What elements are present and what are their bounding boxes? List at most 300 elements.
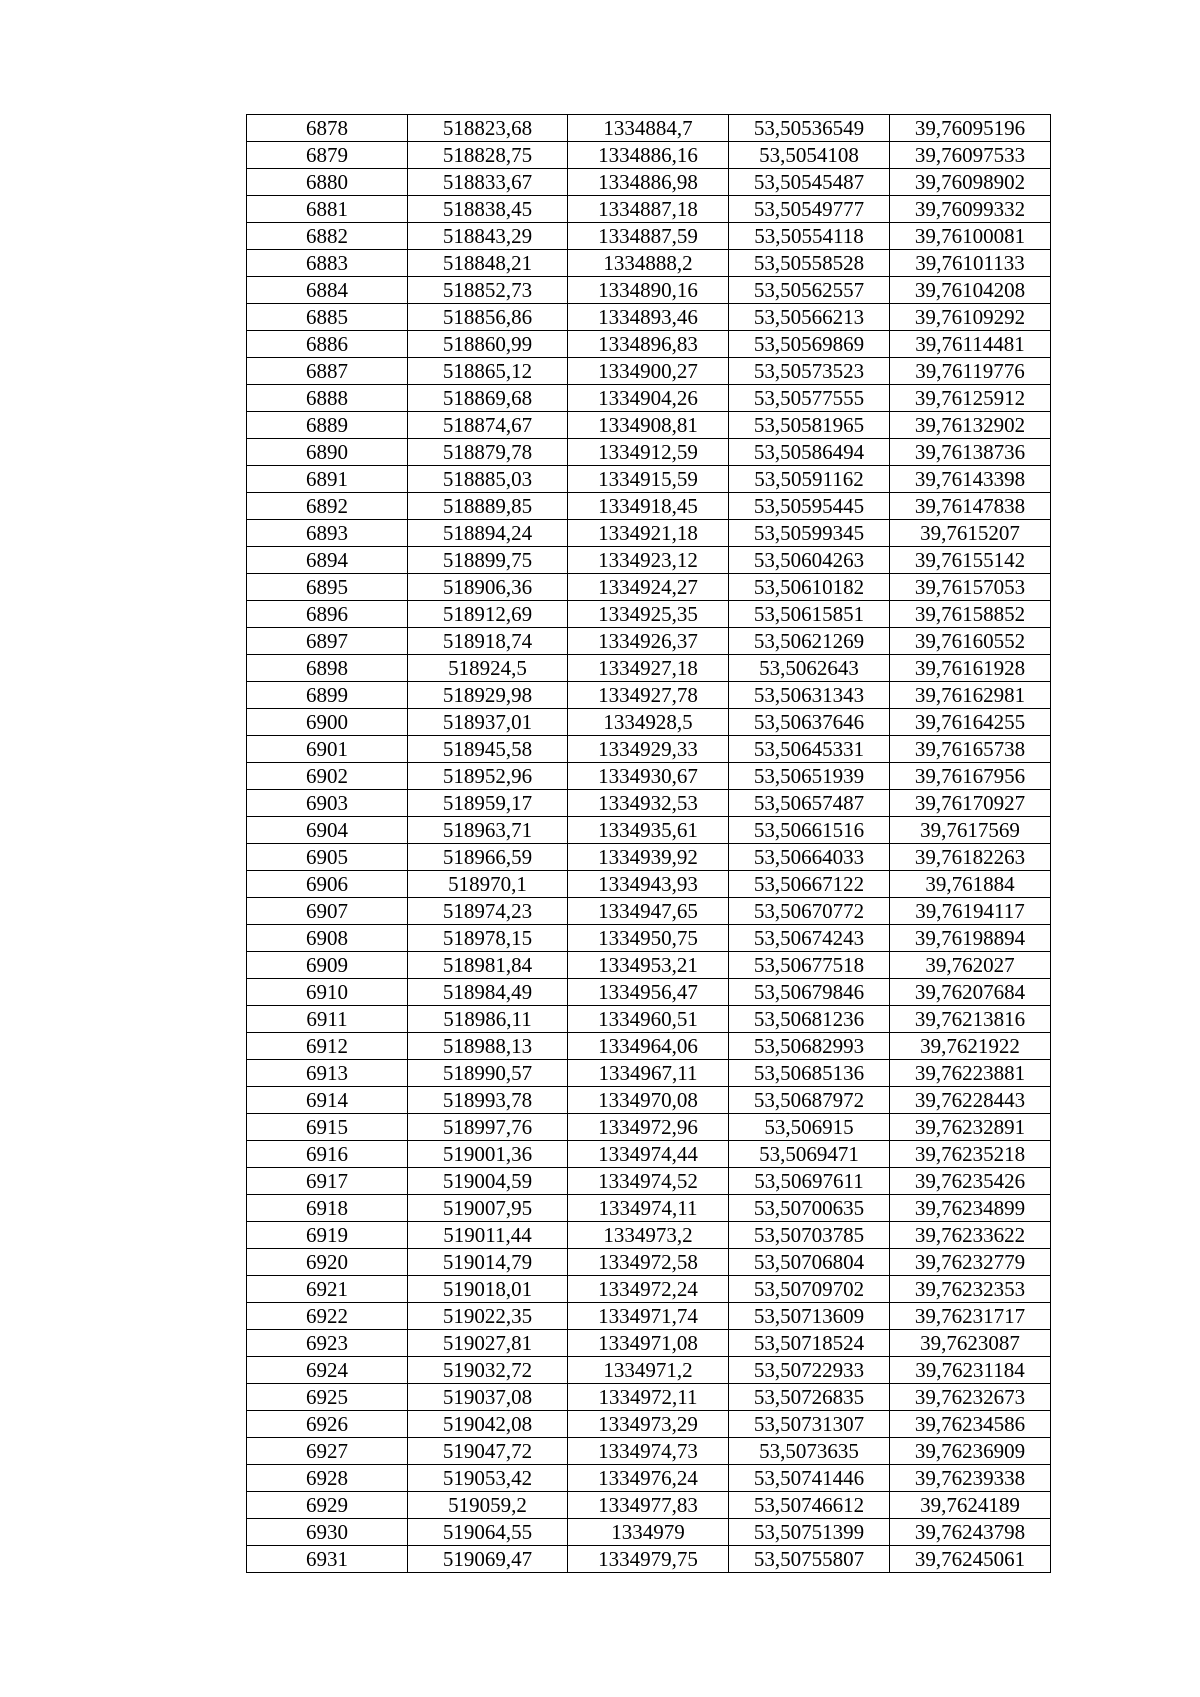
point-number-cell: 6887 xyxy=(247,358,408,385)
x-coordinate-cell: 518869,68 xyxy=(408,385,568,412)
latitude-cell: 53,50755807 xyxy=(729,1546,890,1573)
x-coordinate-cell: 518993,78 xyxy=(408,1087,568,1114)
y-coordinate-cell: 1334976,24 xyxy=(568,1465,729,1492)
point-number-cell: 6891 xyxy=(247,466,408,493)
point-number-cell: 6922 xyxy=(247,1303,408,1330)
latitude-cell: 53,50741446 xyxy=(729,1465,890,1492)
y-coordinate-cell: 1334918,45 xyxy=(568,493,729,520)
x-coordinate-cell: 518918,74 xyxy=(408,628,568,655)
x-coordinate-cell: 519069,47 xyxy=(408,1546,568,1573)
longitude-cell: 39,76143398 xyxy=(890,466,1051,493)
y-coordinate-cell: 1334947,65 xyxy=(568,898,729,925)
y-coordinate-cell: 1334900,27 xyxy=(568,358,729,385)
x-coordinate-cell: 519018,01 xyxy=(408,1276,568,1303)
x-coordinate-cell: 518963,71 xyxy=(408,817,568,844)
x-coordinate-cell: 519053,42 xyxy=(408,1465,568,1492)
y-coordinate-cell: 1334979 xyxy=(568,1519,729,1546)
x-coordinate-cell: 518988,13 xyxy=(408,1033,568,1060)
latitude-cell: 53,50621269 xyxy=(729,628,890,655)
table-row xyxy=(247,790,1051,817)
latitude-cell: 53,50731307 xyxy=(729,1411,890,1438)
longitude-cell: 39,76097533 xyxy=(890,142,1051,169)
table-row xyxy=(247,196,1051,223)
y-coordinate-cell: 1334890,16 xyxy=(568,277,729,304)
point-number-cell: 6906 xyxy=(247,871,408,898)
longitude-cell: 39,76182263 xyxy=(890,844,1051,871)
point-number-cell: 6902 xyxy=(247,763,408,790)
longitude-cell: 39,76125912 xyxy=(890,385,1051,412)
longitude-cell: 39,761884 xyxy=(890,871,1051,898)
point-number-cell: 6919 xyxy=(247,1222,408,1249)
y-coordinate-cell: 1334915,59 xyxy=(568,466,729,493)
latitude-cell: 53,50746612 xyxy=(729,1492,890,1519)
x-coordinate-cell: 518852,73 xyxy=(408,277,568,304)
table-row xyxy=(247,1195,1051,1222)
point-number-cell: 6890 xyxy=(247,439,408,466)
latitude-cell: 53,50573523 xyxy=(729,358,890,385)
longitude-cell: 39,7621922 xyxy=(890,1033,1051,1060)
table-row xyxy=(247,817,1051,844)
point-number-cell: 6889 xyxy=(247,412,408,439)
point-number-cell: 6904 xyxy=(247,817,408,844)
table-row xyxy=(247,412,1051,439)
latitude-cell: 53,50558528 xyxy=(729,250,890,277)
y-coordinate-cell: 1334893,46 xyxy=(568,304,729,331)
latitude-cell: 53,50679846 xyxy=(729,979,890,1006)
longitude-cell: 39,76235218 xyxy=(890,1141,1051,1168)
latitude-cell: 53,50604263 xyxy=(729,547,890,574)
point-number-cell: 6898 xyxy=(247,655,408,682)
point-number-cell: 6893 xyxy=(247,520,408,547)
longitude-cell: 39,76245061 xyxy=(890,1546,1051,1573)
latitude-cell: 53,50569869 xyxy=(729,331,890,358)
point-number-cell: 6895 xyxy=(247,574,408,601)
point-number-cell: 6921 xyxy=(247,1276,408,1303)
longitude-cell: 39,76147838 xyxy=(890,493,1051,520)
latitude-cell: 53,50591162 xyxy=(729,466,890,493)
point-number-cell: 6896 xyxy=(247,601,408,628)
x-coordinate-cell: 518937,01 xyxy=(408,709,568,736)
y-coordinate-cell: 1334974,11 xyxy=(568,1195,729,1222)
table-row xyxy=(247,493,1051,520)
y-coordinate-cell: 1334973,29 xyxy=(568,1411,729,1438)
point-number-cell: 6888 xyxy=(247,385,408,412)
latitude-cell: 53,50670772 xyxy=(729,898,890,925)
y-coordinate-cell: 1334974,52 xyxy=(568,1168,729,1195)
table-row xyxy=(247,1033,1051,1060)
x-coordinate-cell: 518885,03 xyxy=(408,466,568,493)
x-coordinate-cell: 518828,75 xyxy=(408,142,568,169)
latitude-cell: 53,50599345 xyxy=(729,520,890,547)
latitude-cell: 53,50566213 xyxy=(729,304,890,331)
y-coordinate-cell: 1334950,75 xyxy=(568,925,729,952)
point-number-cell: 6885 xyxy=(247,304,408,331)
longitude-cell: 39,76232891 xyxy=(890,1114,1051,1141)
x-coordinate-cell: 518974,23 xyxy=(408,898,568,925)
longitude-cell: 39,76161928 xyxy=(890,655,1051,682)
y-coordinate-cell: 1334925,35 xyxy=(568,601,729,628)
latitude-cell: 53,50577555 xyxy=(729,385,890,412)
latitude-cell: 53,50645331 xyxy=(729,736,890,763)
y-coordinate-cell: 1334956,47 xyxy=(568,979,729,1006)
x-coordinate-cell: 518848,21 xyxy=(408,250,568,277)
y-coordinate-cell: 1334977,83 xyxy=(568,1492,729,1519)
latitude-cell: 53,50637646 xyxy=(729,709,890,736)
point-number-cell: 6913 xyxy=(247,1060,408,1087)
y-coordinate-cell: 1334927,78 xyxy=(568,682,729,709)
table-row xyxy=(247,1384,1051,1411)
table-row xyxy=(247,304,1051,331)
latitude-cell: 53,5073635 xyxy=(729,1438,890,1465)
point-number-cell: 6929 xyxy=(247,1492,408,1519)
longitude-cell: 39,76095196 xyxy=(890,115,1051,142)
table-row xyxy=(247,844,1051,871)
point-number-cell: 6924 xyxy=(247,1357,408,1384)
point-number-cell: 6878 xyxy=(247,115,408,142)
longitude-cell: 39,76232673 xyxy=(890,1384,1051,1411)
table-row xyxy=(247,223,1051,250)
table-row xyxy=(247,169,1051,196)
point-number-cell: 6927 xyxy=(247,1438,408,1465)
latitude-cell: 53,50709702 xyxy=(729,1276,890,1303)
x-coordinate-cell: 519011,44 xyxy=(408,1222,568,1249)
latitude-cell: 53,50651939 xyxy=(729,763,890,790)
x-coordinate-cell: 518899,75 xyxy=(408,547,568,574)
y-coordinate-cell: 1334929,33 xyxy=(568,736,729,763)
latitude-cell: 53,50631343 xyxy=(729,682,890,709)
x-coordinate-cell: 518945,58 xyxy=(408,736,568,763)
table-row xyxy=(247,1465,1051,1492)
table-row xyxy=(247,1006,1051,1033)
latitude-cell: 53,50685136 xyxy=(729,1060,890,1087)
longitude-cell: 39,76167956 xyxy=(890,763,1051,790)
latitude-cell: 53,50718524 xyxy=(729,1330,890,1357)
x-coordinate-cell: 518986,11 xyxy=(408,1006,568,1033)
x-coordinate-cell: 518865,12 xyxy=(408,358,568,385)
longitude-cell: 39,76132902 xyxy=(890,412,1051,439)
table-row xyxy=(247,628,1051,655)
x-coordinate-cell: 519047,72 xyxy=(408,1438,568,1465)
longitude-cell: 39,76099332 xyxy=(890,196,1051,223)
x-coordinate-cell: 519004,59 xyxy=(408,1168,568,1195)
y-coordinate-cell: 1334926,37 xyxy=(568,628,729,655)
table-row xyxy=(247,466,1051,493)
longitude-cell: 39,76231717 xyxy=(890,1303,1051,1330)
x-coordinate-cell: 518856,86 xyxy=(408,304,568,331)
y-coordinate-cell: 1334972,24 xyxy=(568,1276,729,1303)
longitude-cell: 39,76114481 xyxy=(890,331,1051,358)
x-coordinate-cell: 518860,99 xyxy=(408,331,568,358)
x-coordinate-cell: 518843,29 xyxy=(408,223,568,250)
table-row xyxy=(247,1357,1051,1384)
longitude-cell: 39,76158852 xyxy=(890,601,1051,628)
latitude-cell: 53,50610182 xyxy=(729,574,890,601)
y-coordinate-cell: 1334887,59 xyxy=(568,223,729,250)
coordinates-table-body xyxy=(247,115,1051,1573)
point-number-cell: 6881 xyxy=(247,196,408,223)
y-coordinate-cell: 1334935,61 xyxy=(568,817,729,844)
y-coordinate-cell: 1334939,92 xyxy=(568,844,729,871)
table-row xyxy=(247,142,1051,169)
longitude-cell: 39,76164255 xyxy=(890,709,1051,736)
table-row xyxy=(247,1222,1051,1249)
x-coordinate-cell: 518879,78 xyxy=(408,439,568,466)
latitude-cell: 53,50554118 xyxy=(729,223,890,250)
x-coordinate-cell: 518889,85 xyxy=(408,493,568,520)
y-coordinate-cell: 1334887,18 xyxy=(568,196,729,223)
y-coordinate-cell: 1334923,12 xyxy=(568,547,729,574)
point-number-cell: 6914 xyxy=(247,1087,408,1114)
table-row xyxy=(247,952,1051,979)
x-coordinate-cell: 518990,57 xyxy=(408,1060,568,1087)
x-coordinate-cell: 518874,67 xyxy=(408,412,568,439)
table-row xyxy=(247,1330,1051,1357)
point-number-cell: 6923 xyxy=(247,1330,408,1357)
latitude-cell: 53,50687972 xyxy=(729,1087,890,1114)
table-row xyxy=(247,763,1051,790)
y-coordinate-cell: 1334979,75 xyxy=(568,1546,729,1573)
latitude-cell: 53,5069471 xyxy=(729,1141,890,1168)
y-coordinate-cell: 1334932,53 xyxy=(568,790,729,817)
point-number-cell: 6883 xyxy=(247,250,408,277)
point-number-cell: 6928 xyxy=(247,1465,408,1492)
point-number-cell: 6899 xyxy=(247,682,408,709)
table-row xyxy=(247,709,1051,736)
latitude-cell: 53,50697611 xyxy=(729,1168,890,1195)
latitude-cell: 53,50713609 xyxy=(729,1303,890,1330)
y-coordinate-cell: 1334928,5 xyxy=(568,709,729,736)
table-row xyxy=(247,1060,1051,1087)
point-number-cell: 6880 xyxy=(247,169,408,196)
longitude-cell: 39,76170927 xyxy=(890,790,1051,817)
table-row xyxy=(247,277,1051,304)
y-coordinate-cell: 1334930,67 xyxy=(568,763,729,790)
table-row xyxy=(247,1546,1051,1573)
longitude-cell: 39,762027 xyxy=(890,952,1051,979)
y-coordinate-cell: 1334884,7 xyxy=(568,115,729,142)
longitude-cell: 39,76165738 xyxy=(890,736,1051,763)
longitude-cell: 39,76235426 xyxy=(890,1168,1051,1195)
longitude-cell: 39,76234899 xyxy=(890,1195,1051,1222)
y-coordinate-cell: 1334967,11 xyxy=(568,1060,729,1087)
point-number-cell: 6886 xyxy=(247,331,408,358)
longitude-cell: 39,76232779 xyxy=(890,1249,1051,1276)
table-row xyxy=(247,358,1051,385)
table-row xyxy=(247,547,1051,574)
coordinates-table xyxy=(246,114,1051,1573)
point-number-cell: 6912 xyxy=(247,1033,408,1060)
longitude-cell: 39,76162981 xyxy=(890,682,1051,709)
y-coordinate-cell: 1334912,59 xyxy=(568,439,729,466)
latitude-cell: 53,50722933 xyxy=(729,1357,890,1384)
y-coordinate-cell: 1334904,26 xyxy=(568,385,729,412)
table-row xyxy=(247,979,1051,1006)
table-row xyxy=(247,439,1051,466)
x-coordinate-cell: 518984,49 xyxy=(408,979,568,1006)
longitude-cell: 39,76234586 xyxy=(890,1411,1051,1438)
x-coordinate-cell: 518978,15 xyxy=(408,925,568,952)
table-row xyxy=(247,385,1051,412)
table-row xyxy=(247,520,1051,547)
point-number-cell: 6882 xyxy=(247,223,408,250)
table-row xyxy=(247,1519,1051,1546)
y-coordinate-cell: 1334908,81 xyxy=(568,412,729,439)
point-number-cell: 6911 xyxy=(247,1006,408,1033)
point-number-cell: 6931 xyxy=(247,1546,408,1573)
point-number-cell: 6879 xyxy=(247,142,408,169)
longitude-cell: 39,76138736 xyxy=(890,439,1051,466)
point-number-cell: 6897 xyxy=(247,628,408,655)
y-coordinate-cell: 1334964,06 xyxy=(568,1033,729,1060)
point-number-cell: 6901 xyxy=(247,736,408,763)
y-coordinate-cell: 1334971,74 xyxy=(568,1303,729,1330)
point-number-cell: 6918 xyxy=(247,1195,408,1222)
longitude-cell: 39,76104208 xyxy=(890,277,1051,304)
latitude-cell: 53,50700635 xyxy=(729,1195,890,1222)
table-row xyxy=(247,1114,1051,1141)
latitude-cell: 53,50536549 xyxy=(729,115,890,142)
latitude-cell: 53,50545487 xyxy=(729,169,890,196)
table-row xyxy=(247,601,1051,628)
latitude-cell: 53,50549777 xyxy=(729,196,890,223)
point-number-cell: 6926 xyxy=(247,1411,408,1438)
table-row xyxy=(247,1303,1051,1330)
point-number-cell: 6908 xyxy=(247,925,408,952)
y-coordinate-cell: 1334943,93 xyxy=(568,871,729,898)
x-coordinate-cell: 519037,08 xyxy=(408,1384,568,1411)
longitude-cell: 39,76098902 xyxy=(890,169,1051,196)
longitude-cell: 39,7615207 xyxy=(890,520,1051,547)
longitude-cell: 39,76194117 xyxy=(890,898,1051,925)
x-coordinate-cell: 518970,1 xyxy=(408,871,568,898)
table-row xyxy=(247,736,1051,763)
y-coordinate-cell: 1334960,51 xyxy=(568,1006,729,1033)
x-coordinate-cell: 519007,95 xyxy=(408,1195,568,1222)
x-coordinate-cell: 518838,45 xyxy=(408,196,568,223)
y-coordinate-cell: 1334971,2 xyxy=(568,1357,729,1384)
y-coordinate-cell: 1334953,21 xyxy=(568,952,729,979)
table-row xyxy=(247,1087,1051,1114)
point-number-cell: 6916 xyxy=(247,1141,408,1168)
longitude-cell: 39,7624189 xyxy=(890,1492,1051,1519)
latitude-cell: 53,50682993 xyxy=(729,1033,890,1060)
y-coordinate-cell: 1334972,58 xyxy=(568,1249,729,1276)
point-number-cell: 6900 xyxy=(247,709,408,736)
x-coordinate-cell: 519059,2 xyxy=(408,1492,568,1519)
y-coordinate-cell: 1334886,16 xyxy=(568,142,729,169)
point-number-cell: 6920 xyxy=(247,1249,408,1276)
y-coordinate-cell: 1334888,2 xyxy=(568,250,729,277)
y-coordinate-cell: 1334972,96 xyxy=(568,1114,729,1141)
point-number-cell: 6917 xyxy=(247,1168,408,1195)
point-number-cell: 6892 xyxy=(247,493,408,520)
table-row xyxy=(247,574,1051,601)
point-number-cell: 6894 xyxy=(247,547,408,574)
table-row xyxy=(247,1168,1051,1195)
point-number-cell: 6925 xyxy=(247,1384,408,1411)
longitude-cell: 39,76228443 xyxy=(890,1087,1051,1114)
latitude-cell: 53,50674243 xyxy=(729,925,890,952)
latitude-cell: 53,50581965 xyxy=(729,412,890,439)
x-coordinate-cell: 518929,98 xyxy=(408,682,568,709)
longitude-cell: 39,76101133 xyxy=(890,250,1051,277)
longitude-cell: 39,76155142 xyxy=(890,547,1051,574)
y-coordinate-cell: 1334971,08 xyxy=(568,1330,729,1357)
latitude-cell: 53,5054108 xyxy=(729,142,890,169)
latitude-cell: 53,50751399 xyxy=(729,1519,890,1546)
x-coordinate-cell: 518894,24 xyxy=(408,520,568,547)
y-coordinate-cell: 1334924,27 xyxy=(568,574,729,601)
point-number-cell: 6884 xyxy=(247,277,408,304)
longitude-cell: 39,76243798 xyxy=(890,1519,1051,1546)
latitude-cell: 53,50586494 xyxy=(729,439,890,466)
point-number-cell: 6903 xyxy=(247,790,408,817)
x-coordinate-cell: 519042,08 xyxy=(408,1411,568,1438)
table-row xyxy=(247,682,1051,709)
longitude-cell: 39,76207684 xyxy=(890,979,1051,1006)
table-row xyxy=(247,1276,1051,1303)
latitude-cell: 53,50664033 xyxy=(729,844,890,871)
latitude-cell: 53,50595445 xyxy=(729,493,890,520)
x-coordinate-cell: 519032,72 xyxy=(408,1357,568,1384)
latitude-cell: 53,50677518 xyxy=(729,952,890,979)
x-coordinate-cell: 518966,59 xyxy=(408,844,568,871)
longitude-cell: 39,76157053 xyxy=(890,574,1051,601)
x-coordinate-cell: 518912,69 xyxy=(408,601,568,628)
latitude-cell: 53,50661516 xyxy=(729,817,890,844)
x-coordinate-cell: 518952,96 xyxy=(408,763,568,790)
latitude-cell: 53,50667122 xyxy=(729,871,890,898)
x-coordinate-cell: 518924,5 xyxy=(408,655,568,682)
x-coordinate-cell: 518906,36 xyxy=(408,574,568,601)
y-coordinate-cell: 1334974,73 xyxy=(568,1438,729,1465)
latitude-cell: 53,5062643 xyxy=(729,655,890,682)
y-coordinate-cell: 1334927,18 xyxy=(568,655,729,682)
x-coordinate-cell: 518959,17 xyxy=(408,790,568,817)
longitude-cell: 39,76160552 xyxy=(890,628,1051,655)
latitude-cell: 53,50726835 xyxy=(729,1384,890,1411)
x-coordinate-cell: 518823,68 xyxy=(408,115,568,142)
table-row xyxy=(247,1492,1051,1519)
latitude-cell: 53,506915 xyxy=(729,1114,890,1141)
y-coordinate-cell: 1334921,18 xyxy=(568,520,729,547)
point-number-cell: 6907 xyxy=(247,898,408,925)
y-coordinate-cell: 1334970,08 xyxy=(568,1087,729,1114)
point-number-cell: 6930 xyxy=(247,1519,408,1546)
y-coordinate-cell: 1334973,2 xyxy=(568,1222,729,1249)
table-row xyxy=(247,1141,1051,1168)
longitude-cell: 39,76236909 xyxy=(890,1438,1051,1465)
x-coordinate-cell: 519064,55 xyxy=(408,1519,568,1546)
table-row xyxy=(247,1438,1051,1465)
latitude-cell: 53,50562557 xyxy=(729,277,890,304)
longitude-cell: 39,76223881 xyxy=(890,1060,1051,1087)
longitude-cell: 39,76109292 xyxy=(890,304,1051,331)
y-coordinate-cell: 1334896,83 xyxy=(568,331,729,358)
point-number-cell: 6915 xyxy=(247,1114,408,1141)
longitude-cell: 39,7617569 xyxy=(890,817,1051,844)
table-row xyxy=(247,898,1051,925)
longitude-cell: 39,76100081 xyxy=(890,223,1051,250)
x-coordinate-cell: 519027,81 xyxy=(408,1330,568,1357)
latitude-cell: 53,50703785 xyxy=(729,1222,890,1249)
longitude-cell: 39,76231184 xyxy=(890,1357,1051,1384)
point-number-cell: 6910 xyxy=(247,979,408,1006)
y-coordinate-cell: 1334972,11 xyxy=(568,1384,729,1411)
longitude-cell: 39,76119776 xyxy=(890,358,1051,385)
latitude-cell: 53,50706804 xyxy=(729,1249,890,1276)
latitude-cell: 53,50615851 xyxy=(729,601,890,628)
